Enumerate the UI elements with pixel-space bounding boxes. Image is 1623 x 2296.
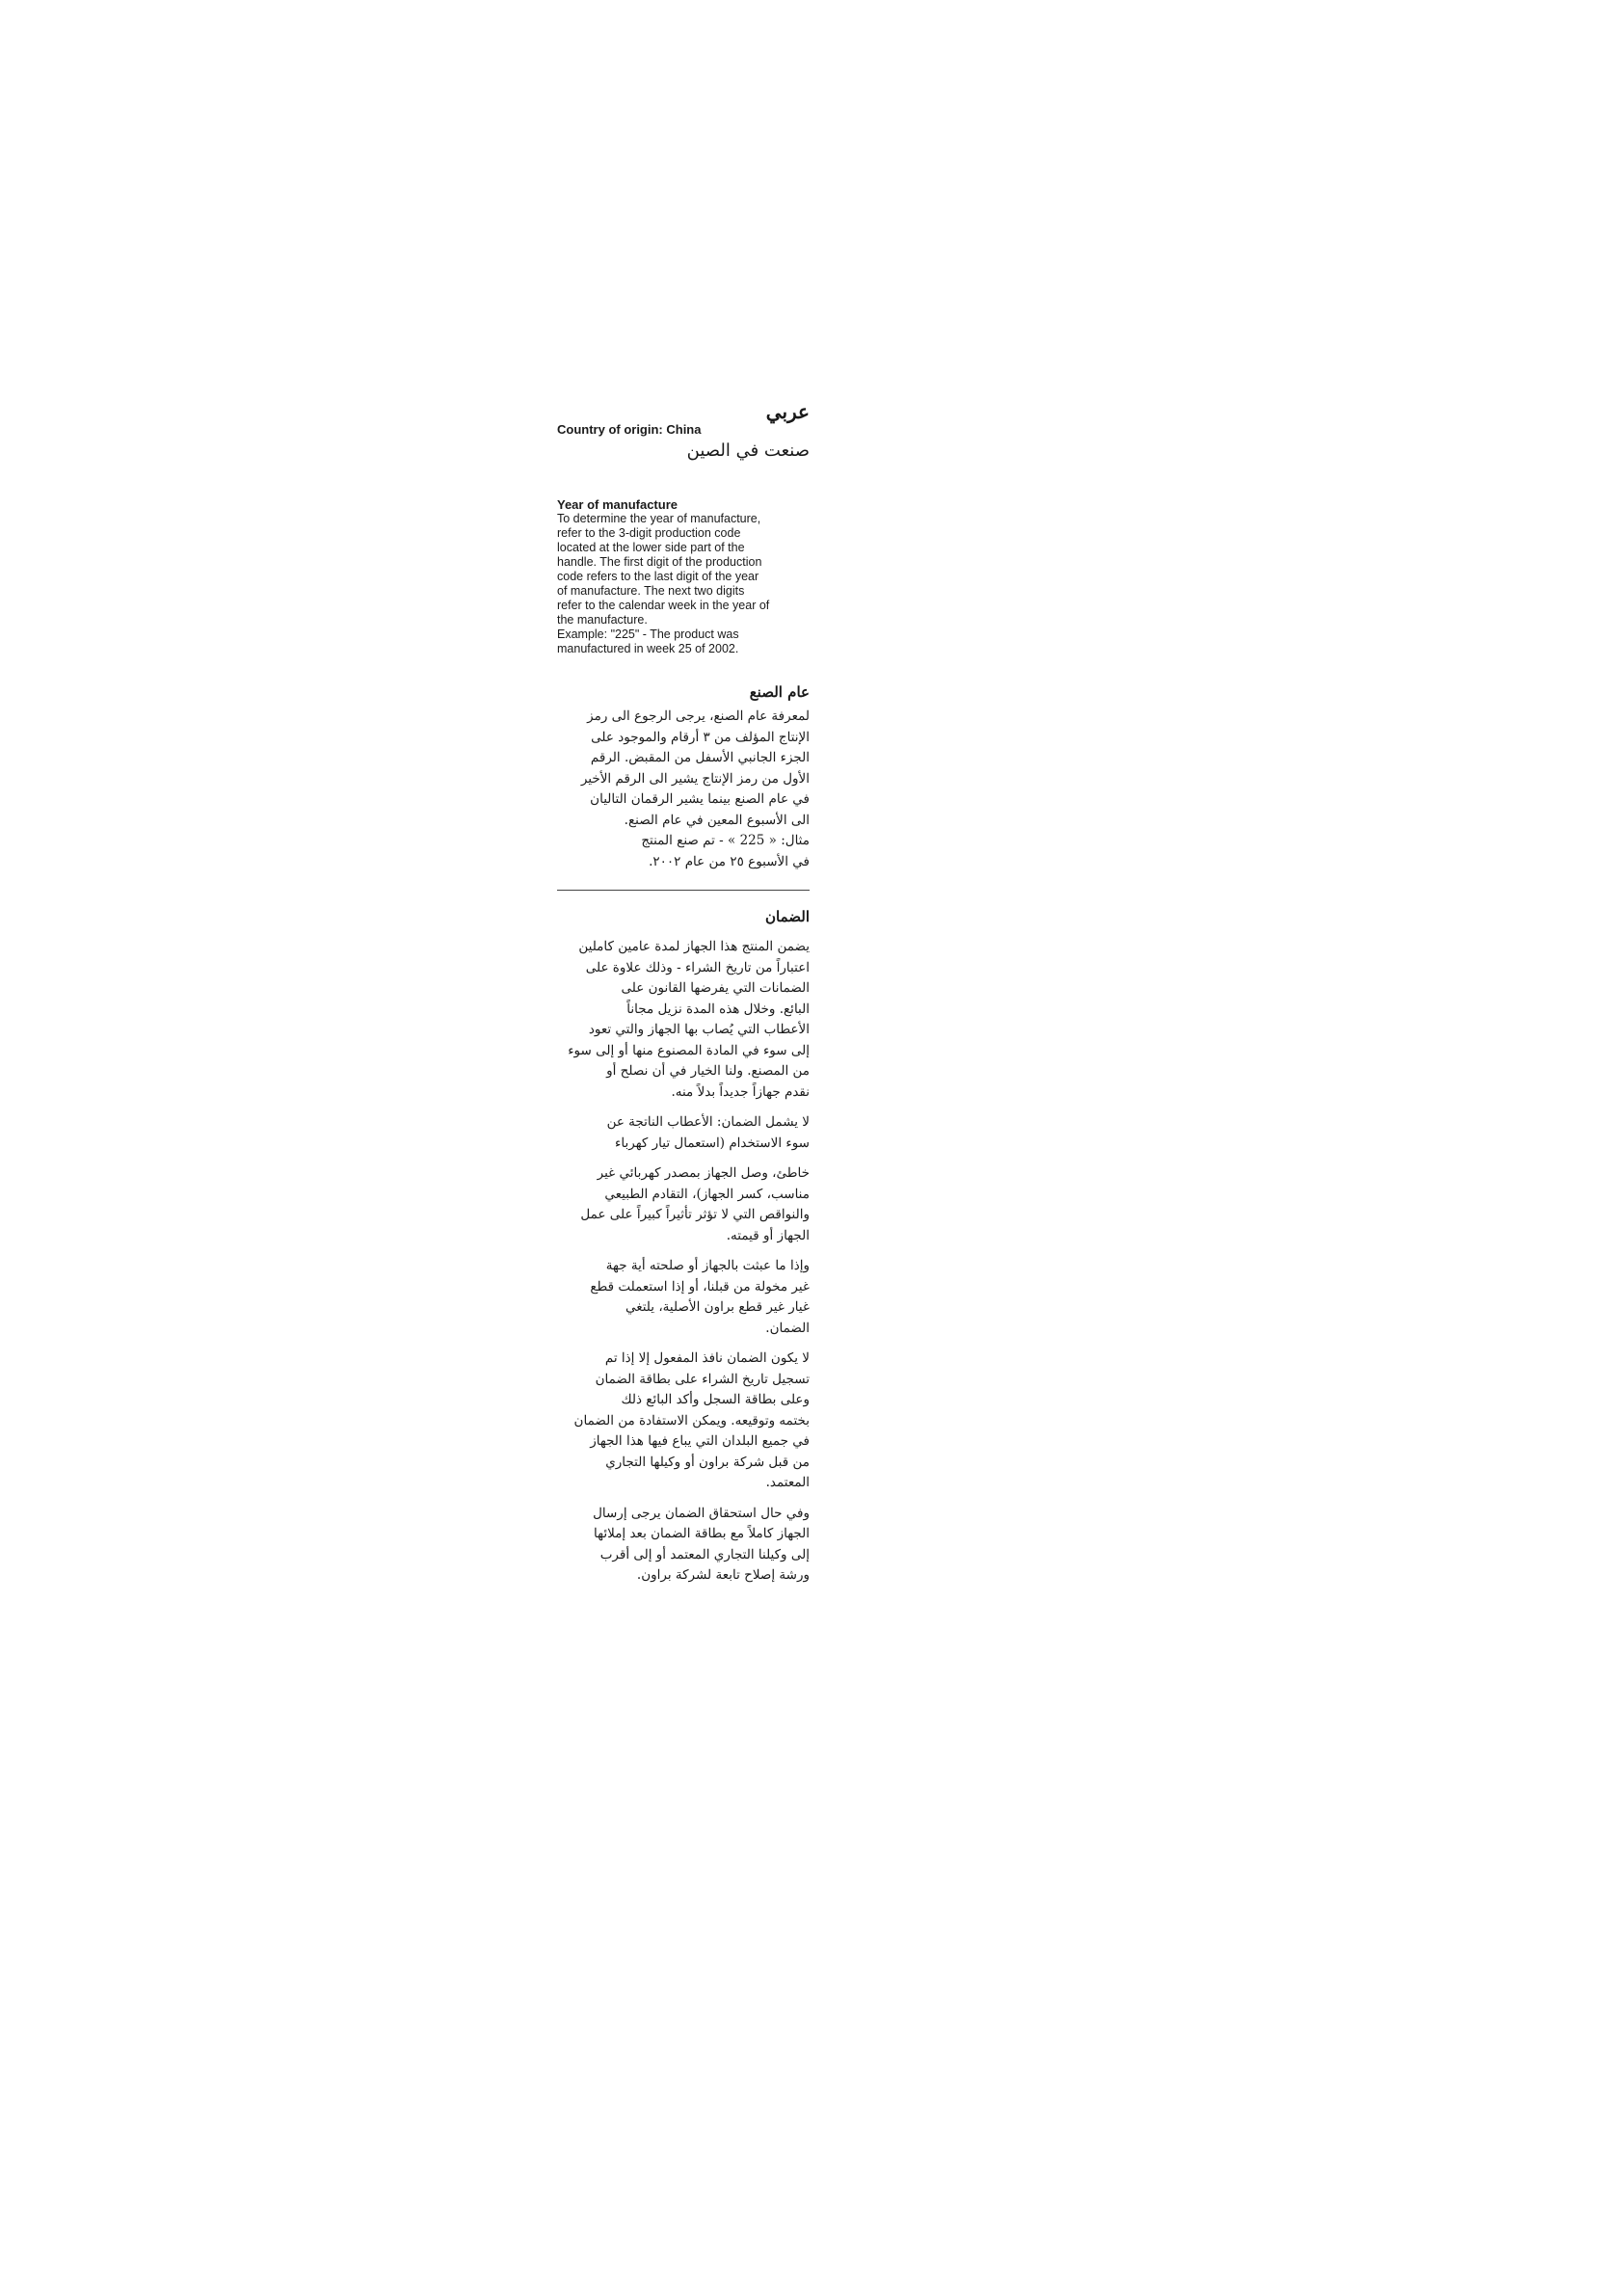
text-line: الى الأسبوع المعين في عام الصنع. (624, 812, 810, 828)
warranty-paragraph (557, 937, 810, 1103)
text-line: الجهاز كاملاً مع بطاقة الضمان بعد إملائها (594, 1526, 810, 1541)
warranty-heading: الضمان (764, 908, 810, 925)
text-line: refer to the 3-digit production code (557, 526, 741, 540)
text-line: located at the lower side part of the (557, 541, 745, 554)
warranty-paragraph (557, 1348, 810, 1494)
warranty-paragraph (557, 1256, 810, 1339)
text-line: الضمان. (765, 1320, 810, 1336)
text-line: وعلى بطاقة السجل وأكد البائع ذلك (621, 1392, 810, 1407)
header-row (557, 400, 810, 439)
text-line: الإنتاج المؤلف من ٣ أرقام والموجود على (591, 729, 810, 745)
text-line: الأول من رمز الإنتاج يشير الى الرقم الأخير (580, 770, 810, 787)
text-line: من قبل شركة براون أو وكيلها التجاري (605, 1454, 810, 1470)
text-line: اعتباراً من تاريخ الشراء - وذلك علاوة على (585, 959, 810, 975)
text-line: لمعرفة عام الصنع، يرجى الرجوع الى رمز (587, 708, 810, 724)
text-line: والنواقص التي لا تؤثر تأثيراً كبيراً على عمل (580, 1207, 810, 1222)
text-line: manufactured in week 25 of 2002. (557, 642, 739, 655)
year-of-manufacture-arabic (557, 683, 810, 872)
text-line: إلى وكيلنا التجاري المعتمد أو إلى أقرب (599, 1546, 810, 1562)
year-heading-arabic: عام الصنع (749, 683, 810, 701)
text-line: تسجيل تاريخ الشراء على بطاقة الضمان (595, 1371, 810, 1387)
text-line: يضمن المنتج هذا الجهاز لمدة عامين كاملين (578, 939, 810, 954)
text-line: نقدم جهازاً جديداً بدلاً منه. (671, 1083, 810, 1100)
text-line: Example: "225" - The product was (557, 627, 739, 641)
text-line: غيار غير قطع براون الأصلية، يلتغي (625, 1299, 810, 1315)
text-line: وفي حال استحقاق الضمان يرجى إرسال (593, 1505, 810, 1521)
content-column (557, 400, 810, 1596)
country-of-origin-english: Country of origin: China (557, 422, 702, 437)
warranty-paragraph (557, 1504, 810, 1587)
section-divider (557, 890, 810, 891)
text-line: في جميع البلدان التي يباع فيها هذا الجهاز (590, 1433, 810, 1449)
text-line: لا يكون الضمان نافذ المفعول إلا إذا تم (604, 1350, 810, 1366)
text-line: refer to the calendar week in the year of (557, 599, 770, 612)
warranty-paragraph (557, 1163, 810, 1246)
text-line: the manufacture. (557, 613, 648, 627)
text-line: الضمانات التي يفرضها القانون على (621, 980, 810, 996)
text-line: لا يشمل الضمان: الأعطاب الناتجة عن (606, 1114, 810, 1130)
text-line: الجزء الجانبي الأسفل من المقبض. الرقم (590, 750, 810, 765)
year-of-manufacture-english (557, 497, 810, 656)
language-title: عربي (765, 400, 810, 423)
text-line: إلى سوء في المادة المصنوع منها أو إلى سوء (568, 1042, 810, 1058)
text-line: الأعطاب التي يُصاب بها الجهاز والتي تعود (588, 1022, 810, 1037)
text-line: To determine the year of manufacture, (557, 512, 761, 525)
text-line: من المصنع. ولنا الخيار في أن نصلح أو (606, 1063, 810, 1079)
text-line: بختمه وتوقيعه. ويمكن الاستفادة من الضمان (573, 1412, 810, 1428)
text-line: of manufacture. The next two digits (557, 584, 745, 598)
text-line: في عام الصنع بينما يشير الرقمان التاليان (590, 791, 810, 807)
text-line: وإذا ما عبثت بالجهاز أو صلحته أية جهة (605, 1258, 810, 1273)
country-of-origin-arabic: صنعت في الصين (686, 441, 810, 461)
warranty-paragraph (557, 1112, 810, 1154)
text-line: code refers to the last digit of the year (557, 570, 759, 583)
text-line: مثال: « 225 » - تم صنع المنتج (641, 833, 810, 848)
year-heading-english: Year of manufacture (557, 497, 678, 512)
text-line: سوء الاستخدام (استعمال تيار كهرباء (615, 1135, 810, 1151)
text-line: خاطئ، وصل الجهاز بمصدر كهربائي غير (597, 1165, 810, 1181)
text-line: البائع. وخلال هذه المدة نزيل مجاناً (626, 1001, 810, 1017)
text-line: الجهاز أو قيمته. (726, 1227, 810, 1243)
text-line: في الأسبوع ٢٥ من عام ٢٠٠٢. (649, 853, 810, 869)
text-line: handle. The first digit of the production (557, 555, 762, 569)
text-line: غير مخولة من قبلنا، أو إذا استعملت قطع (590, 1278, 810, 1295)
text-line: ورشة إصلاح تابعة لشركة براون. (636, 1567, 810, 1583)
text-line: المعتمد. (765, 1475, 810, 1490)
text-line: مناسب، كسر الجهاز)، التقادم الطبيعي (604, 1186, 810, 1202)
